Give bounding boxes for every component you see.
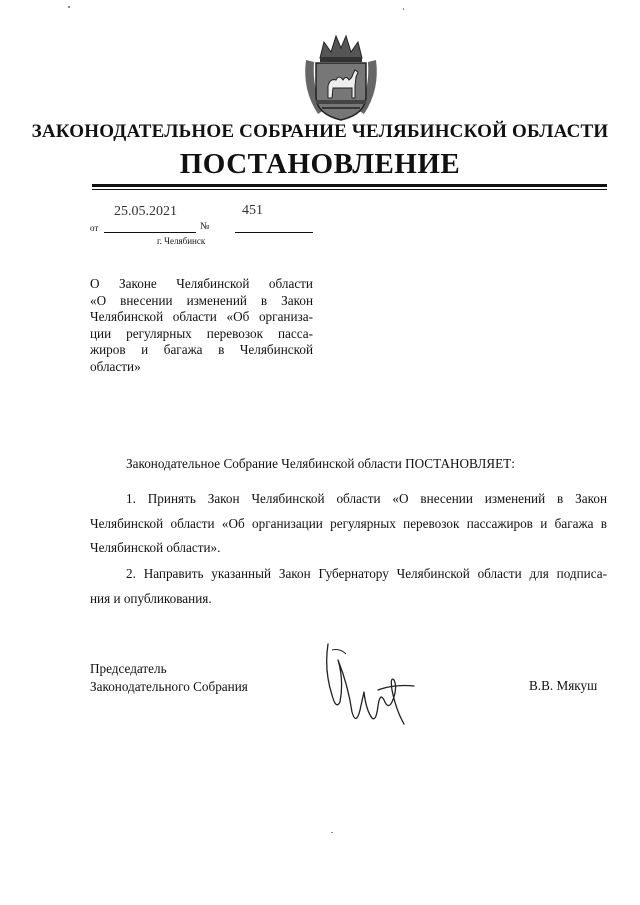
item-line: ния и опубликования. (90, 590, 212, 606)
item-line: Челябинской области». (90, 540, 221, 555)
header-rule-thin (92, 189, 607, 190)
scan-speck (331, 832, 333, 833)
header-rule-thick (92, 184, 607, 187)
resolution-subject (90, 276, 313, 375)
signatory-title-line: Председатель (90, 661, 167, 676)
subject-line: ции регулярных перевозок пасса- (90, 325, 313, 341)
number-label: № (200, 221, 210, 232)
coat-of-arms-icon (298, 30, 384, 126)
resolves-statement: Законодательное Собрание Челябинской области ПОСТАНОВЛЯЕТ: (126, 456, 515, 471)
subject-line: жиров и багажа в Челябинской (90, 342, 313, 357)
handwritten-signature (318, 640, 424, 732)
resolution-item-2 (90, 562, 607, 611)
signatory-title-line: Законодательного Собрания (90, 679, 248, 694)
document-date: 25.05.2021 (114, 204, 177, 219)
date-label: от (90, 223, 99, 233)
scan-speck (403, 8, 404, 10)
document-type-heading: ПОСТАНОВЛЕНИЕ (179, 148, 461, 180)
item-line: 2. Направить указанный Закон Губернатору Челябинской области для подписа- (126, 566, 607, 581)
document-number: 451 (242, 203, 263, 218)
city-label: г. Челябинск (157, 236, 206, 246)
subject-line: О Законе Челябинской области (90, 276, 313, 291)
number-underline (235, 232, 313, 233)
signatory-name: В.В. Мякуш (529, 678, 598, 693)
scan-speck (68, 6, 70, 8)
signatory-title (90, 660, 248, 696)
item-line: Челябинской области «Об организации регулярных перевозок пассажиров и багажа в (90, 515, 607, 531)
subject-line: области» (90, 358, 141, 374)
organization-title: ЗАКОНОДАТЕЛЬНОЕ СОБРАНИЕ ЧЕЛЯБИНСКОЙ ОБЛАСТИ (31, 121, 609, 142)
subject-line: Челябинской области «Об организа- (90, 309, 313, 324)
resolution-item-1 (90, 487, 607, 561)
subject-line: «О внесении изменений в Закон (90, 292, 313, 308)
date-underline (104, 232, 196, 233)
item-line: 1. Принять Закон Челябинской области «О внесении изменений в Закон (126, 491, 607, 506)
